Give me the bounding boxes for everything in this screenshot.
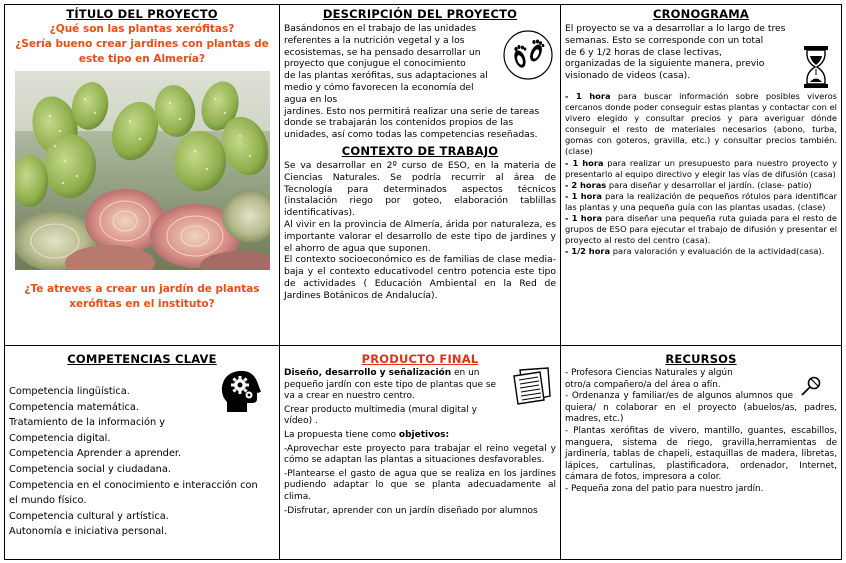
desc-line: ecosistemas, se ha pensado desarrollar un xyxy=(284,46,481,58)
titulo-cell xyxy=(5,5,280,346)
competencia-item: Autonomía e iniciativa personal. xyxy=(9,526,168,538)
producto-intro-rest: en un pequeño jardín con este tipo de plantas que se va a crear en nuestro centro. xyxy=(284,368,497,402)
competencias-header: COMPETENCIAS CLAVE xyxy=(67,352,217,366)
project-board xyxy=(4,4,842,560)
recursos-line: - Profesora Ciencias Naturales y algún xyxy=(565,368,733,378)
crono-item-duration: - 1 hora xyxy=(565,190,602,201)
cactus-photo xyxy=(15,71,270,270)
competencia-item: Competencia en el conocimiento e interacción con xyxy=(9,479,258,491)
crono-item-duration: - 1 hora xyxy=(565,91,611,101)
recursos-paragraph: - Ordenanza y familiar/es de algunos alumnos que quiera/ n colaborar en el proyecto (abuelos/as, padres, madres, etc.) xyxy=(565,391,837,425)
crono-item-text: para la realización de pequeños rótulos para identificar las plantas y una pequeña guía con las plantas usadas. (clase) xyxy=(565,190,837,212)
cronograma-cell xyxy=(561,5,841,346)
contexto-paragraph: Al vivir en la provincia de Almería, árida por naturaleza, es importante valorar el desarrollo de este tipo de jardines y el ahorro de agua que suponen. xyxy=(284,218,556,254)
desc-line: de las plantas xerófitas, sus adaptaciones al xyxy=(284,70,488,82)
competencia-item: Competencia lingüística. xyxy=(9,386,130,397)
competencia-item: Tratamiento de la información y xyxy=(9,417,166,429)
crono-item-duration: - 1/2 hora xyxy=(565,246,611,257)
desc-line: medio y cómo favorecen la economía del agua en los xyxy=(284,81,474,105)
desc-line: referentes a la nutrición vegetal y a los xyxy=(284,34,465,46)
competencia-item: Competencia matemática. xyxy=(9,401,139,413)
crono-item-duration: - 1 hora xyxy=(565,213,603,224)
desc-line: jardines. Esto nos permitirá realizar una serie de tareas xyxy=(284,105,540,117)
contexto-text xyxy=(284,160,556,302)
question-line: ¿Qué son las plantas xerófitas? xyxy=(49,23,235,35)
producto-objetivos-label: objetivos: xyxy=(398,429,450,440)
crono-line: semanas. Esto se corresponde con un total xyxy=(565,34,764,46)
desc-line: donde se trabajarán los contenidos propios de las xyxy=(284,117,514,129)
competencia-item: Competencia social y ciudadana. xyxy=(9,463,171,475)
crono-item xyxy=(565,213,837,246)
newspaper-icon xyxy=(510,366,554,406)
crono-item xyxy=(565,191,837,213)
cta-line: xerófitas en el instituto? xyxy=(69,298,215,310)
contexto-paragraph: El contexto socioeconómico es de familias de clase media- baja y el contexto educativodel centro potencia este tipo de actividades ( Educación Ambiental en la Red de Jardines Botánicos de Andalucía). xyxy=(284,254,556,301)
cta-line: ¿Te atreves a crear un jardín de plantas xyxy=(24,283,260,295)
cronograma-items xyxy=(565,91,837,257)
head-gears-icon xyxy=(219,368,263,414)
recursos-text xyxy=(565,368,837,496)
pin-icon xyxy=(799,374,823,398)
question-line: este tipo en Almería? xyxy=(78,53,206,65)
crono-item-text: para diseñar y desarrollar el jardín. (clase- patio) xyxy=(606,179,812,190)
descripcion-cell xyxy=(280,5,561,346)
competencia-item: Competencia cultural y artística. xyxy=(9,510,169,522)
descripcion-header: DESCRIPCIÓN DEL PROYECTO xyxy=(322,7,518,21)
crono-item xyxy=(565,91,837,158)
crono-item-text: para realizar un presupuesto para nuestro proyecto y presentarlo al equipo directivo y elegir las vías de difusión (casa) xyxy=(565,157,837,179)
recursos-line: otro/a compañero/a del área o afín. xyxy=(565,379,721,390)
crono-line: organizadas de la siguiente manera, previo xyxy=(565,58,765,70)
cronograma-header: CRONOGRAMA xyxy=(652,7,749,21)
recursos-cell xyxy=(561,346,841,559)
producto-objetivos-pre: La propuesta tiene como xyxy=(284,429,399,440)
crono-item-text: para valoración y evaluación de la actividad(casa). xyxy=(610,246,825,257)
desc-line: proyecto que conjugue el conocimiento xyxy=(284,58,466,70)
producto-multimedia: Crear producto multimedia (mural digital y vídeo) . xyxy=(284,404,477,427)
hourglass-icon xyxy=(801,45,831,89)
recursos-paragraph: - Plantas xerófitas de vivero, mantillo, guantes, escabillos, manguera, sistema de riego, gravilla,herramientas de jardinería, tablas de chapeli, estaquillas de madera, libretas, lápices, cartulinas, plastificadora, ordenador, Internet, cámara de fotos, impresora a color. xyxy=(565,425,837,483)
crono-item-duration: - 1 hora xyxy=(565,157,604,168)
recursos-header: RECURSOS xyxy=(665,352,737,366)
contexto-paragraph: Se va desarrollar en 2º curso de ESO, en la materia de Ciencias Naturales. Se podría recurrir al área de Tecnología para determinados aspectos técnicos (instalación riego por goteo, elaboración tablillas identificativas). xyxy=(284,159,556,219)
objetivo-item: -Disfrutar, aprender con un jardín diseñado por alumnos xyxy=(284,505,538,516)
desc-line: unidades, así como todas las competencias reseñadas. xyxy=(284,129,538,141)
competencia-item: Competencia Aprender a aprender. xyxy=(9,448,182,460)
producto-objetivos xyxy=(284,430,556,442)
crono-line: de 6 y 1/2 horas de clase lectivas, xyxy=(565,46,722,58)
producto-intro-bold: Diseño, desarrollo y señalización xyxy=(284,368,452,378)
crono-item-text: para diseñar una pequeña ruta guiada para el resto de grupos de ESO para ejecutar el trabajo de difusión y presentar el proyecto al resto del centro (casa). xyxy=(565,213,837,246)
producto-cell xyxy=(280,346,561,559)
crono-item-duration: - 2 horas xyxy=(565,179,607,190)
titulo-header: TÍTULO DEL PROYECTO xyxy=(66,7,218,21)
producto-header: PRODUCTO FINAL xyxy=(361,352,479,366)
objetivo-item: -Plantearse el gasto de agua que se realiza en los jardines pudiendo adaptar lo que se planta adecuadamente al clima. xyxy=(284,468,556,502)
question-line: ¿Sería bueno crear jardines con plantas de xyxy=(15,38,269,50)
crono-item xyxy=(565,246,837,257)
crono-line: visionado de videos (casa). xyxy=(565,70,691,82)
competencia-item: el mundo físico. xyxy=(9,495,87,507)
competencia-item: Competencia digital. xyxy=(9,432,111,444)
competencias-cell xyxy=(5,346,280,559)
footprints-icon xyxy=(502,29,554,81)
titulo-questions xyxy=(9,22,275,67)
recursos-paragraph: - Pequeña zona del patio para nuestro jardín. xyxy=(565,483,764,494)
crono-item xyxy=(565,180,837,191)
titulo-cta xyxy=(9,282,275,312)
crono-item-text: para buscar información sobre posibles viveros cercanos donde poder conseguir estas plantas y contactar con el vivero elegido y consultar precios y para averiguar dónde conseguir el resto de materiales necesarios (abono, turba, gomas con goteros, gravilla, etc.) y consultar precios también. (clase) xyxy=(565,91,837,157)
cronograma-intro xyxy=(565,23,837,82)
crono-item xyxy=(565,158,837,180)
crono-line: El proyecto se va a desarrollar a lo largo de tres xyxy=(565,23,786,34)
desc-line: Basándonos en el trabajo de las unidades xyxy=(284,23,477,34)
objetivo-item: -Aprovechar este proyecto para trabajar el reino vegetal y cómo se adaptan las plantas a situaciones desfavorables. xyxy=(284,443,556,466)
contexto-header: CONTEXTO DE TRABAJO xyxy=(341,143,499,158)
